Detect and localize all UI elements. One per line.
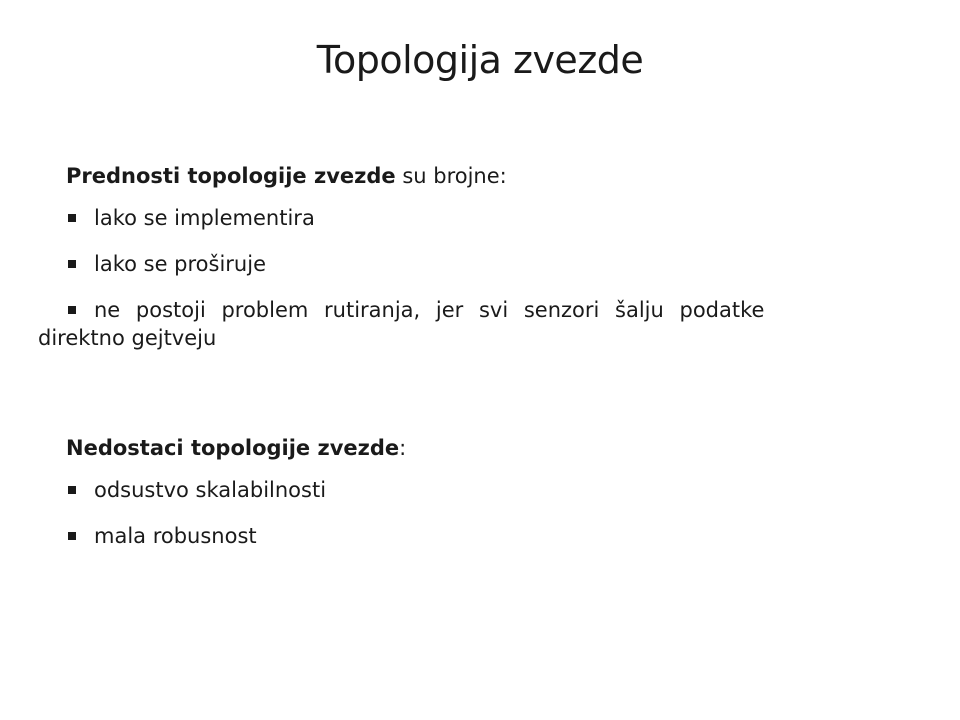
advantages-heading-bold: Prednosti topologije zvezde bbox=[66, 164, 396, 188]
list-item-text: lako se proširuje bbox=[94, 252, 266, 276]
disadvantages-section bbox=[66, 434, 920, 568]
advantages-heading bbox=[66, 162, 920, 190]
list-item bbox=[66, 204, 920, 232]
square-bullet-icon bbox=[68, 486, 76, 494]
list-item-text: odsustvo skalabilnosti bbox=[94, 478, 327, 502]
advantages-section bbox=[38, 162, 920, 370]
disadvantages-heading bbox=[66, 434, 920, 462]
disadvantages-heading-bold: Nedostaci topologije zvezde bbox=[66, 436, 400, 460]
square-bullet-icon bbox=[68, 214, 76, 222]
square-bullet-icon bbox=[68, 306, 76, 314]
disadvantages-list bbox=[66, 476, 920, 550]
list-item-text: ne postoji problem rutiranja, jer svi senzori šalju podatke bbox=[94, 298, 765, 322]
list-item bbox=[38, 296, 920, 352]
square-bullet-icon bbox=[68, 532, 76, 540]
list-item-text: mala robusnost bbox=[94, 524, 257, 548]
advantages-list bbox=[38, 204, 920, 352]
list-item bbox=[66, 522, 920, 550]
slide-title: Topologija zvezde bbox=[316, 38, 644, 82]
list-item-text-continuation: direktno gejtveju bbox=[38, 326, 217, 350]
list-item-text: lako se implementira bbox=[94, 206, 315, 230]
advantages-heading-rest: su brojne: bbox=[395, 164, 507, 188]
list-item bbox=[66, 476, 920, 504]
square-bullet-icon bbox=[68, 260, 76, 268]
disadvantages-heading-rest: : bbox=[399, 436, 407, 460]
list-item bbox=[66, 250, 920, 278]
